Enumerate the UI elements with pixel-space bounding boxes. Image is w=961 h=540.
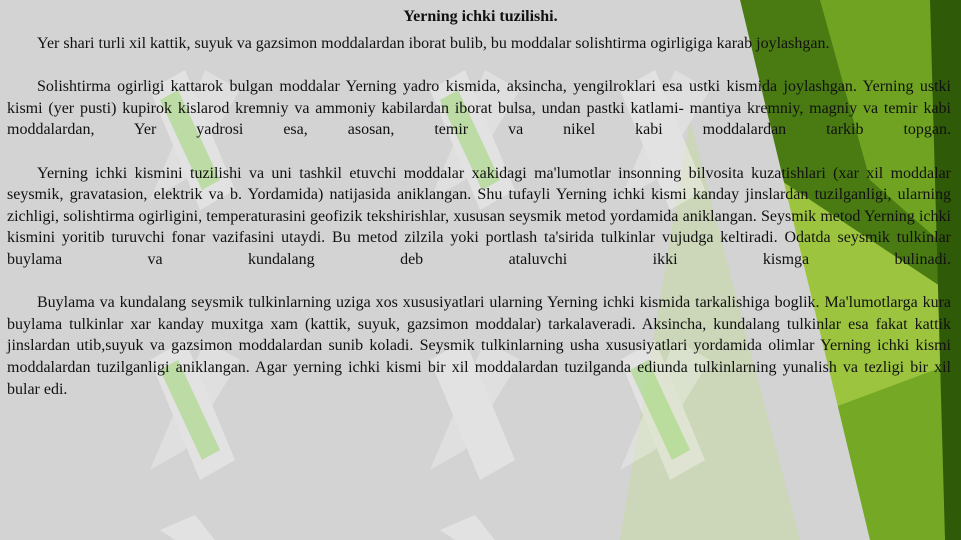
slide-title-text: Yerning ichki tuzilishi.	[403, 8, 558, 25]
paragraph-1: Yer shari turli xil kattik, suyuk va gazsimon moddalardan iborat bulib, bu moddalar solishtirma ogirligiga karab joylashgan.	[37, 35, 830, 52]
paragraph-2: Solishtirma ogirligi kattarok bulgan moddalar Yerning yadro kismida, aksincha, yengilroklari esa ustki kismida joylashgan. Yerning ustki kismi (yer pusti) kupirok kislarod kremniy va ammoniy kabilardan iborat bulsa, undan pastki katlami- mantiya kremniy, magniy va temir kabi moddalardan, Yer yadrosi esa, asosan, temir va nikel kabi moddalardan tarkib topgan.	[7, 78, 951, 139]
slide-title	[0, 7, 961, 27]
paragraph-4: Buylama va kundalang seysmik tulkinlarning uziga xos xususiyatlari ularning Yerning ichki kismida tarkalishiga boglik. Ma'lumotlarga kura buylama tulkinlar xar kanday muxitga xam (kattik, suyuk, gazsimon moddalar) tarkalaveradi. Aksincha, kundalang tulkinlar esa fakat kattik jinslardan utib,suyuk va gazsimon moddalardan sunib koladi. Seysmik tulkinlarning usha xususiyatlari yordamida olimlar Yerning ichki kismi moddalardan tuzilganligi aniklangan. Agar yerning ichki kismi bir xil moddalardan tuzilganda ediunda tulkinlarning yunalish va tezligi bir xil bular edi.	[7, 294, 951, 398]
slide-body	[7, 33, 951, 400]
paragraph-3: Yerning ichki kismini tuzilishi va uni tashkil etuvchi moddalar xakidagi ma'lumotlar insonning bilvosita kuzatishlari (xar xil moddalar seysmik, gravatasion, elektrik va b. Yordamida) natijasida aniklangan. Shu tufayli Yerning ichki kismi kanday jinslardan tuzilganligi, ularning zichligi, solishtirma ogirligini, temperaturasini geofizik tekshirishlar, xususan seysmik metod yordamida aniklangan. Seysmik metod Yerning ichki kismini yoritib turuvchi fonar vazifasini utaydi. Bu metod zilzila yoki portlash ta'sirida tulkinlar vujudga keltiradi. Odatda seysmik tulkinlar buylama va kundalang deb ataluvchi ikki kismga bulinadi.	[7, 164, 951, 268]
